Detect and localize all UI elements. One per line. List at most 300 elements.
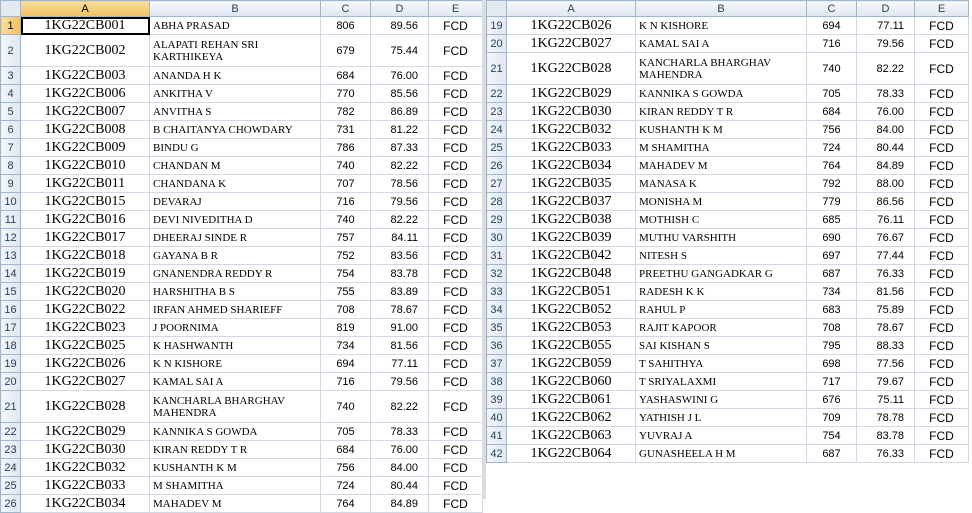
cell-id[interactable]: 1KG22CB063 [507,427,636,445]
cell-id[interactable]: 1KG22CB048 [507,265,636,283]
cell-id[interactable]: 1KG22CB042 [507,247,636,265]
cell-name[interactable]: YASHASWINI G [636,391,807,409]
cell-class[interactable]: FCD [915,265,969,283]
row-header[interactable]: 27 [487,175,507,193]
cell-id[interactable]: 1KG22CB009 [21,139,150,157]
cell-name[interactable]: B CHAITANYA CHOWDARY [150,121,321,139]
row-header[interactable]: 29 [487,211,507,229]
row-header[interactable]: 21 [487,53,507,85]
cell-name[interactable]: IRFAN AHMED SHARIEFF [150,301,321,319]
row-header[interactable]: 8 [1,157,21,175]
column-header-b[interactable]: B [636,1,807,17]
cell-score[interactable]: 740 [321,211,371,229]
cell-name[interactable]: KANCHARLA BHARGHAV MAHENDRA [636,53,807,85]
cell-score[interactable]: 754 [321,265,371,283]
cell-name[interactable]: MOTHISH C [636,211,807,229]
cell-percentage[interactable]: 81.56 [371,337,429,355]
cell-name[interactable]: HARSHITHA B S [150,283,321,301]
row-header[interactable]: 31 [487,247,507,265]
row-header[interactable]: 7 [1,139,21,157]
cell-score[interactable]: 740 [321,391,371,423]
cell-id[interactable]: 1KG22CB011 [21,175,150,193]
cell-name[interactable]: MAHADEV M [636,157,807,175]
cell-id[interactable]: 1KG22CB060 [507,373,636,391]
row-header[interactable]: 14 [1,265,21,283]
row-header[interactable]: 5 [1,103,21,121]
cell-class[interactable]: FCD [915,53,969,85]
cell-id[interactable]: 1KG22CB015 [21,193,150,211]
cell-name[interactable]: RAHUL P [636,301,807,319]
cell-name[interactable]: YUVRAJ A [636,427,807,445]
cell-id[interactable]: 1KG22CB026 [507,17,636,35]
cell-id[interactable]: 1KG22CB029 [507,85,636,103]
cell-score[interactable]: 764 [807,157,857,175]
cell-class[interactable]: FCD [429,265,483,283]
cell-score[interactable]: 687 [807,445,857,463]
cell-class[interactable]: FCD [915,247,969,265]
cell-class[interactable]: FCD [915,103,969,121]
cell-class[interactable]: FCD [429,301,483,319]
cell-percentage[interactable]: 81.56 [857,283,915,301]
cell-score[interactable]: 683 [807,301,857,319]
cell-id[interactable]: 1KG22CB033 [21,477,150,495]
cell-class[interactable]: FCD [915,391,969,409]
row-header[interactable]: 39 [487,391,507,409]
cell-class[interactable]: FCD [429,283,483,301]
column-header-e[interactable]: E [915,1,969,17]
cell-score[interactable]: 694 [321,355,371,373]
cell-score[interactable]: 705 [321,423,371,441]
cell-name[interactable]: K HASHWANTH [150,337,321,355]
cell-class[interactable]: FCD [429,229,483,247]
cell-class[interactable]: FCD [429,67,483,85]
cell-score[interactable]: 740 [321,157,371,175]
cell-class[interactable]: FCD [915,409,969,427]
row-header[interactable]: 15 [1,283,21,301]
cell-class[interactable]: FCD [915,35,969,53]
cell-name[interactable]: MANASA K [636,175,807,193]
cell-name[interactable]: KIRAN REDDY T R [150,441,321,459]
cell-percentage[interactable]: 82.22 [371,157,429,175]
row-header[interactable]: 35 [487,319,507,337]
cell-class[interactable]: FCD [915,85,969,103]
cell-name[interactable]: M SHAMITHA [636,139,807,157]
cell-score[interactable]: 731 [321,121,371,139]
column-header-d[interactable]: D [371,1,429,17]
cell-score[interactable]: 755 [321,283,371,301]
cell-percentage[interactable]: 77.11 [857,17,915,35]
cell-name[interactable]: K N KISHORE [150,355,321,373]
row-header[interactable]: 34 [487,301,507,319]
row-header[interactable]: 41 [487,427,507,445]
row-header[interactable]: 18 [1,337,21,355]
cell-percentage[interactable]: 80.44 [857,139,915,157]
cell-percentage[interactable]: 77.44 [857,247,915,265]
cell-name[interactable]: NITESH S [636,247,807,265]
cell-percentage[interactable]: 80.44 [371,477,429,495]
cell-id[interactable]: 1KG22CB025 [21,337,150,355]
cell-class[interactable]: FCD [429,211,483,229]
cell-name[interactable]: MAHADEV M [150,495,321,513]
cell-id[interactable]: 1KG22CB051 [507,283,636,301]
cell-percentage[interactable]: 81.22 [371,121,429,139]
row-header[interactable]: 36 [487,337,507,355]
row-header[interactable]: 13 [1,247,21,265]
cell-name[interactable]: ALAPATI REHAN SRI KARTHIKEYA [150,35,321,67]
cell-percentage[interactable]: 91.00 [371,319,429,337]
cell-id[interactable]: 1KG22CB026 [21,355,150,373]
cell-name[interactable]: KAMAL SAI A [636,35,807,53]
cell-class[interactable]: FCD [915,175,969,193]
row-header[interactable]: 38 [487,373,507,391]
cell-class[interactable]: FCD [429,441,483,459]
cell-name[interactable]: SAI KISHAN S [636,337,807,355]
cell-class[interactable]: FCD [429,35,483,67]
cell-id[interactable]: 1KG22CB064 [507,445,636,463]
column-header-c[interactable]: C [807,1,857,17]
cell-name[interactable]: KIRAN REDDY T R [636,103,807,121]
cell-score[interactable]: 782 [321,103,371,121]
cell-percentage[interactable]: 88.00 [857,175,915,193]
cell-percentage[interactable]: 76.11 [857,211,915,229]
cell-class[interactable]: FCD [429,193,483,211]
cell-id[interactable]: 1KG22CB037 [507,193,636,211]
row-header[interactable]: 1 [1,17,21,35]
row-header[interactable]: 30 [487,229,507,247]
cell-class[interactable]: FCD [915,301,969,319]
cell-name[interactable]: KUSHANTH K M [636,121,807,139]
cell-percentage[interactable]: 76.67 [857,229,915,247]
row-header[interactable]: 28 [487,193,507,211]
select-all-corner[interactable] [1,1,21,17]
cell-id[interactable]: 1KG22CB052 [507,301,636,319]
row-header[interactable]: 33 [487,283,507,301]
cell-score[interactable]: 795 [807,337,857,355]
cell-score[interactable]: 684 [807,103,857,121]
cell-id[interactable]: 1KG22CB016 [21,211,150,229]
cell-id[interactable]: 1KG22CB003 [21,67,150,85]
cell-class[interactable]: FCD [429,319,483,337]
cell-percentage[interactable]: 77.56 [857,355,915,373]
cell-name[interactable]: RAJIT KAPOOR [636,319,807,337]
cell-percentage[interactable]: 78.33 [857,85,915,103]
cell-id[interactable]: 1KG22CB008 [21,121,150,139]
cell-class[interactable]: FCD [915,121,969,139]
cell-name[interactable]: ANVITHA S [150,103,321,121]
row-header[interactable]: 16 [1,301,21,319]
cell-id[interactable]: 1KG22CB006 [21,85,150,103]
cell-id[interactable]: 1KG22CB020 [21,283,150,301]
row-header[interactable]: 22 [487,85,507,103]
row-header[interactable]: 20 [487,35,507,53]
cell-id[interactable]: 1KG22CB022 [21,301,150,319]
cell-name[interactable]: MUTHU VARSHITH [636,229,807,247]
cell-name[interactable]: CHANDAN M [150,157,321,175]
cell-score[interactable]: 676 [807,391,857,409]
cell-name[interactable]: BINDU G [150,139,321,157]
cell-percentage[interactable]: 78.67 [857,319,915,337]
cell-class[interactable]: FCD [429,157,483,175]
cell-score[interactable]: 754 [807,427,857,445]
cell-class[interactable]: FCD [915,139,969,157]
cell-score[interactable]: 679 [321,35,371,67]
cell-class[interactable]: FCD [429,459,483,477]
cell-id[interactable]: 1KG22CB002 [21,35,150,67]
row-header[interactable]: 25 [487,139,507,157]
cell-class[interactable]: FCD [429,175,483,193]
cell-score[interactable]: 716 [321,193,371,211]
row-header[interactable]: 26 [487,157,507,175]
row-header[interactable]: 32 [487,265,507,283]
cell-percentage[interactable]: 79.56 [371,193,429,211]
cell-class[interactable]: FCD [429,85,483,103]
cell-percentage[interactable]: 83.56 [371,247,429,265]
cell-percentage[interactable]: 75.89 [857,301,915,319]
cell-id[interactable]: 1KG22CB028 [21,391,150,423]
cell-score[interactable]: 685 [807,211,857,229]
row-header[interactable]: 26 [1,495,21,513]
cell-score[interactable]: 716 [321,373,371,391]
cell-name[interactable]: KAMAL SAI A [150,373,321,391]
cell-score[interactable]: 684 [321,441,371,459]
column-header-a[interactable]: A [21,1,150,17]
row-header[interactable]: 19 [487,17,507,35]
cell-score[interactable]: 690 [807,229,857,247]
cell-id[interactable]: 1KG22CB001 [21,17,150,35]
row-header[interactable]: 9 [1,175,21,193]
cell-score[interactable]: 724 [321,477,371,495]
cell-id[interactable]: 1KG22CB055 [507,337,636,355]
row-header[interactable]: 17 [1,319,21,337]
cell-score[interactable]: 756 [321,459,371,477]
row-header[interactable]: 37 [487,355,507,373]
cell-id[interactable]: 1KG22CB029 [21,423,150,441]
row-header[interactable]: 4 [1,85,21,103]
cell-id[interactable]: 1KG22CB038 [507,211,636,229]
cell-id[interactable]: 1KG22CB028 [507,53,636,85]
cell-percentage[interactable]: 84.89 [371,495,429,513]
cell-percentage[interactable]: 83.78 [857,427,915,445]
cell-name[interactable]: M SHAMITHA [150,477,321,495]
cell-class[interactable]: FCD [915,283,969,301]
cell-score[interactable]: 756 [807,121,857,139]
cell-name[interactable]: RADESH K K [636,283,807,301]
row-header[interactable]: 40 [487,409,507,427]
cell-percentage[interactable]: 88.33 [857,337,915,355]
select-all-corner[interactable] [487,1,507,17]
cell-score[interactable]: 684 [321,67,371,85]
cell-id[interactable]: 1KG22CB030 [507,103,636,121]
cell-id[interactable]: 1KG22CB030 [21,441,150,459]
cell-percentage[interactable]: 86.56 [857,193,915,211]
cell-percentage[interactable]: 76.33 [857,265,915,283]
cell-percentage[interactable]: 87.33 [371,139,429,157]
cell-score[interactable]: 708 [321,301,371,319]
cell-class[interactable]: FCD [915,373,969,391]
cell-score[interactable]: 687 [807,265,857,283]
cell-name[interactable]: KANNIKA S GOWDA [636,85,807,103]
cell-score[interactable]: 752 [321,247,371,265]
cell-percentage[interactable]: 76.00 [857,103,915,121]
cell-score[interactable]: 705 [807,85,857,103]
cell-id[interactable]: 1KG22CB027 [507,35,636,53]
cell-percentage[interactable]: 83.89 [371,283,429,301]
cell-name[interactable]: ABHA PRASAD [150,17,321,35]
cell-id[interactable]: 1KG22CB034 [21,495,150,513]
row-header[interactable]: 20 [1,373,21,391]
cell-class[interactable]: FCD [915,193,969,211]
cell-class[interactable]: FCD [429,103,483,121]
cell-name[interactable]: T SRIYALAXMI [636,373,807,391]
cell-percentage[interactable]: 84.00 [371,459,429,477]
cell-id[interactable]: 1KG22CB034 [507,157,636,175]
cell-id[interactable]: 1KG22CB033 [507,139,636,157]
cell-id[interactable]: 1KG22CB059 [507,355,636,373]
row-header[interactable]: 23 [1,441,21,459]
row-header[interactable]: 12 [1,229,21,247]
cell-class[interactable]: FCD [915,427,969,445]
cell-name[interactable]: ANKITHA V [150,85,321,103]
cell-name[interactable]: T SAHITHYA [636,355,807,373]
cell-score[interactable]: 734 [807,283,857,301]
cell-class[interactable]: FCD [429,477,483,495]
cell-class[interactable]: FCD [429,391,483,423]
cell-name[interactable]: DHEERAJ SINDE R [150,229,321,247]
cell-percentage[interactable]: 76.00 [371,441,429,459]
cell-percentage[interactable]: 77.11 [371,355,429,373]
cell-percentage[interactable]: 84.89 [857,157,915,175]
cell-score[interactable]: 792 [807,175,857,193]
cell-name[interactable]: PREETHU GANGADKAR G [636,265,807,283]
cell-id[interactable]: 1KG22CB017 [21,229,150,247]
row-header[interactable]: 24 [487,121,507,139]
cell-score[interactable]: 779 [807,193,857,211]
cell-class[interactable]: FCD [915,157,969,175]
row-header[interactable]: 24 [1,459,21,477]
row-header[interactable]: 2 [1,35,21,67]
cell-name[interactable]: GUNASHEELA H M [636,445,807,463]
cell-percentage[interactable]: 85.56 [371,85,429,103]
cell-class[interactable]: FCD [915,319,969,337]
cell-id[interactable]: 1KG22CB062 [507,409,636,427]
cell-percentage[interactable]: 83.78 [371,265,429,283]
cell-id[interactable]: 1KG22CB035 [507,175,636,193]
cell-name[interactable]: KANNIKA S GOWDA [150,423,321,441]
cell-class[interactable]: FCD [915,337,969,355]
cell-id[interactable]: 1KG22CB053 [507,319,636,337]
cell-name[interactable]: GAYANA B R [150,247,321,265]
cell-score[interactable]: 717 [807,373,857,391]
cell-id[interactable]: 1KG22CB018 [21,247,150,265]
cell-name[interactable]: KUSHANTH K M [150,459,321,477]
column-header-e[interactable]: E [429,1,483,17]
cell-class[interactable]: FCD [915,445,969,463]
column-header-d[interactable]: D [857,1,915,17]
column-header-a[interactable]: A [507,1,636,17]
cell-score[interactable]: 708 [807,319,857,337]
cell-percentage[interactable]: 79.67 [857,373,915,391]
cell-percentage[interactable]: 78.33 [371,423,429,441]
cell-id[interactable]: 1KG22CB010 [21,157,150,175]
cell-score[interactable]: 709 [807,409,857,427]
cell-class[interactable]: FCD [429,337,483,355]
row-header[interactable]: 3 [1,67,21,85]
cell-id[interactable]: 1KG22CB019 [21,265,150,283]
row-header[interactable]: 11 [1,211,21,229]
cell-percentage[interactable]: 84.11 [371,229,429,247]
cell-class[interactable]: FCD [915,355,969,373]
cell-score[interactable]: 819 [321,319,371,337]
cell-name[interactable]: KANCHARLA BHARGHAV MAHENDRA [150,391,321,423]
row-header[interactable]: 42 [487,445,507,463]
cell-percentage[interactable]: 79.56 [371,373,429,391]
cell-score[interactable]: 757 [321,229,371,247]
cell-class[interactable]: FCD [429,373,483,391]
cell-score[interactable]: 724 [807,139,857,157]
cell-score[interactable]: 707 [321,175,371,193]
cell-percentage[interactable]: 84.00 [857,121,915,139]
row-header[interactable]: 21 [1,391,21,423]
cell-class[interactable]: FCD [429,121,483,139]
cell-score[interactable]: 698 [807,355,857,373]
cell-percentage[interactable]: 82.22 [371,391,429,423]
cell-percentage[interactable]: 82.22 [857,53,915,85]
cell-id[interactable]: 1KG22CB039 [507,229,636,247]
cell-score[interactable]: 740 [807,53,857,85]
column-header-b[interactable]: B [150,1,321,17]
cell-score[interactable]: 716 [807,35,857,53]
row-header[interactable]: 22 [1,423,21,441]
cell-percentage[interactable]: 76.00 [371,67,429,85]
cell-score[interactable]: 694 [807,17,857,35]
row-header[interactable]: 10 [1,193,21,211]
cell-percentage[interactable]: 75.44 [371,35,429,67]
cell-score[interactable]: 786 [321,139,371,157]
cell-score[interactable]: 770 [321,85,371,103]
cell-percentage[interactable]: 79.56 [857,35,915,53]
cell-score[interactable]: 764 [321,495,371,513]
cell-class[interactable]: FCD [429,423,483,441]
cell-class[interactable]: FCD [429,139,483,157]
cell-score[interactable]: 806 [321,17,371,35]
cell-name[interactable]: ANANDA H K [150,67,321,85]
row-header[interactable]: 25 [1,477,21,495]
cell-name[interactable]: YATHISH J L [636,409,807,427]
cell-class[interactable]: FCD [429,355,483,373]
cell-class[interactable]: FCD [915,229,969,247]
row-header[interactable]: 19 [1,355,21,373]
cell-name[interactable]: GNANENDRA REDDY R [150,265,321,283]
row-header[interactable]: 23 [487,103,507,121]
row-header[interactable]: 6 [1,121,21,139]
cell-percentage[interactable]: 75.11 [857,391,915,409]
cell-percentage[interactable]: 86.89 [371,103,429,121]
cell-class[interactable]: FCD [915,211,969,229]
cell-class[interactable]: FCD [429,17,483,35]
cell-name[interactable]: J POORNIMA [150,319,321,337]
cell-score[interactable]: 697 [807,247,857,265]
cell-id[interactable]: 1KG22CB032 [507,121,636,139]
cell-id[interactable]: 1KG22CB032 [21,459,150,477]
cell-percentage[interactable]: 76.33 [857,445,915,463]
cell-id[interactable]: 1KG22CB027 [21,373,150,391]
cell-percentage[interactable]: 89.56 [371,17,429,35]
cell-percentage[interactable]: 82.22 [371,211,429,229]
cell-percentage[interactable]: 78.56 [371,175,429,193]
cell-name[interactable]: CHANDANA K [150,175,321,193]
cell-class[interactable]: FCD [429,495,483,513]
cell-name[interactable]: K N KISHORE [636,17,807,35]
